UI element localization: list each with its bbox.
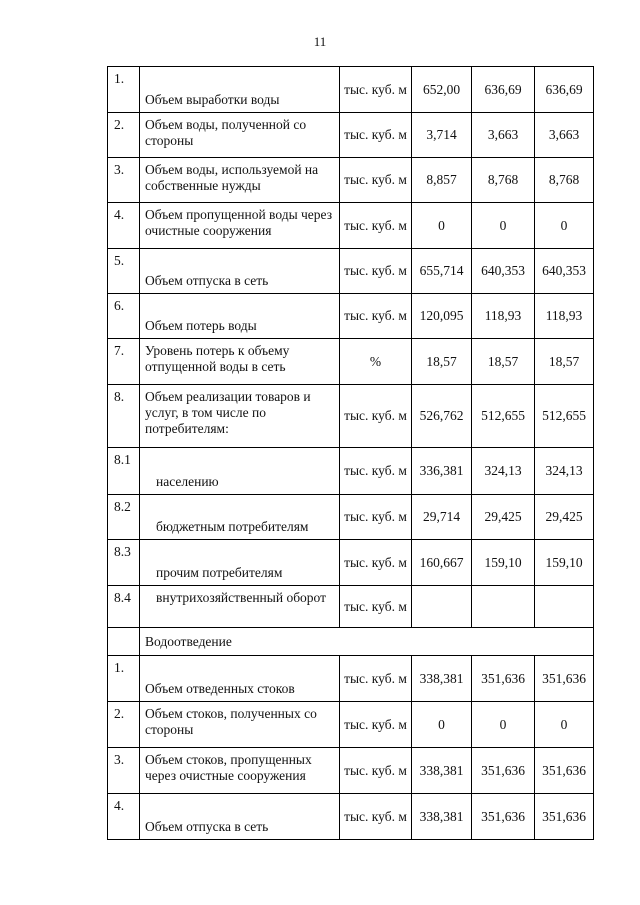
unit-cell: тыс. куб. м xyxy=(340,158,412,203)
value-cell: 351,636 xyxy=(472,656,535,702)
value-cell xyxy=(412,586,472,628)
value-cell: 0 xyxy=(535,203,594,249)
unit-cell: тыс. куб. м xyxy=(340,385,412,448)
table-row xyxy=(108,67,594,113)
row-number: 3. xyxy=(108,158,140,203)
value-cell: 338,381 xyxy=(412,748,472,794)
table-row xyxy=(108,794,594,840)
table-row xyxy=(108,748,594,794)
row-number: 2. xyxy=(108,702,140,748)
row-number: 1. xyxy=(108,656,140,702)
value-cell: 336,381 xyxy=(412,448,472,495)
row-number: 4. xyxy=(108,203,140,249)
unit-cell: тыс. куб. м xyxy=(340,702,412,748)
table-row xyxy=(108,495,594,540)
row-number: 3. xyxy=(108,748,140,794)
indicator-name: Объем отведенных стоков xyxy=(140,656,340,702)
value-cell: 118,93 xyxy=(535,294,594,339)
value-cell: 8,857 xyxy=(412,158,472,203)
table-row xyxy=(108,294,594,339)
value-cell xyxy=(472,586,535,628)
indicator-name: Объем реализации товаров и услуг, в том числе по потребителям: xyxy=(140,385,340,448)
indicator-name: Объем потерь воды xyxy=(140,294,340,339)
value-cell: 18,57 xyxy=(412,339,472,385)
unit-cell: тыс. куб. м xyxy=(340,748,412,794)
value-cell: 3,663 xyxy=(472,113,535,158)
table-row xyxy=(108,702,594,748)
table-row xyxy=(108,540,594,586)
table-row xyxy=(108,113,594,158)
value-cell: 8,768 xyxy=(535,158,594,203)
table-row xyxy=(108,203,594,249)
value-cell: 338,381 xyxy=(412,794,472,840)
row-number: 5. xyxy=(108,249,140,294)
value-cell: 640,353 xyxy=(472,249,535,294)
indicator-name: бюджетным потребителям xyxy=(140,495,340,540)
row-number: 8.1 xyxy=(108,448,140,495)
value-cell: 324,13 xyxy=(535,448,594,495)
value-cell: 324,13 xyxy=(472,448,535,495)
value-cell: 351,636 xyxy=(535,748,594,794)
value-cell: 3,663 xyxy=(535,113,594,158)
value-cell: 351,636 xyxy=(535,656,594,702)
section-empty-cell xyxy=(108,628,140,656)
row-number: 1. xyxy=(108,67,140,113)
row-number: 8. xyxy=(108,385,140,448)
table-row xyxy=(108,586,594,628)
value-cell: 18,57 xyxy=(535,339,594,385)
indicator-name: Объем отпуска в сеть xyxy=(140,794,340,840)
unit-cell: тыс. куб. м xyxy=(340,656,412,702)
value-cell: 3,714 xyxy=(412,113,472,158)
indicator-name: Объем отпуска в сеть xyxy=(140,249,340,294)
row-number: 4. xyxy=(108,794,140,840)
unit-cell: тыс. куб. м xyxy=(340,113,412,158)
value-cell: 636,69 xyxy=(535,67,594,113)
indicator-name: Объем выработки воды xyxy=(140,67,340,113)
unit-cell: тыс. куб. м xyxy=(340,586,412,628)
value-cell: 0 xyxy=(535,702,594,748)
unit-cell: тыс. куб. м xyxy=(340,249,412,294)
table-row xyxy=(108,656,594,702)
value-cell: 8,768 xyxy=(472,158,535,203)
unit-cell: % xyxy=(340,339,412,385)
value-cell: 159,10 xyxy=(535,540,594,586)
row-number: 2. xyxy=(108,113,140,158)
section-row xyxy=(108,628,594,656)
value-cell: 351,636 xyxy=(472,794,535,840)
page-number: 11 xyxy=(313,34,327,49)
value-cell: 159,10 xyxy=(472,540,535,586)
value-cell: 18,57 xyxy=(472,339,535,385)
row-number: 7. xyxy=(108,339,140,385)
indicator-name: Объем воды, полученной со стороны xyxy=(140,113,340,158)
table-row xyxy=(108,158,594,203)
indicator-name: населению xyxy=(140,448,340,495)
value-cell: 0 xyxy=(412,203,472,249)
indicator-name: Уровень потерь к объему отпущенной воды в сеть xyxy=(140,339,340,385)
indicator-name: внутрихозяйственный оборот xyxy=(140,586,340,628)
value-cell: 160,667 xyxy=(412,540,472,586)
indicator-name: Объем воды, используемой на собственные нужды xyxy=(140,158,340,203)
indicator-name: Объем пропущенной воды через очистные сооружения xyxy=(140,203,340,249)
value-cell: 640,353 xyxy=(535,249,594,294)
unit-cell: тыс. куб. м xyxy=(340,294,412,339)
indicator-name: прочим потребителям xyxy=(140,540,340,586)
value-cell: 351,636 xyxy=(535,794,594,840)
table-row xyxy=(108,448,594,495)
value-cell: 0 xyxy=(472,203,535,249)
value-cell: 338,381 xyxy=(412,656,472,702)
value-cell xyxy=(535,586,594,628)
value-cell: 655,714 xyxy=(412,249,472,294)
unit-cell: тыс. куб. м xyxy=(340,540,412,586)
value-cell: 29,714 xyxy=(412,495,472,540)
row-number: 8.3 xyxy=(108,540,140,586)
unit-cell: тыс. куб. м xyxy=(340,794,412,840)
table-row xyxy=(108,249,594,294)
value-cell: 512,655 xyxy=(535,385,594,448)
row-number: 8.4 xyxy=(108,586,140,628)
unit-cell: тыс. куб. м xyxy=(340,495,412,540)
table-row xyxy=(108,385,594,448)
row-number: 6. xyxy=(108,294,140,339)
unit-cell: тыс. куб. м xyxy=(340,448,412,495)
section-title: Водоотведение xyxy=(140,628,594,656)
value-cell: 29,425 xyxy=(535,495,594,540)
value-cell: 512,655 xyxy=(472,385,535,448)
value-cell: 0 xyxy=(472,702,535,748)
value-cell: 351,636 xyxy=(472,748,535,794)
value-cell: 120,095 xyxy=(412,294,472,339)
unit-cell: тыс. куб. м xyxy=(340,67,412,113)
value-cell: 29,425 xyxy=(472,495,535,540)
indicators-table xyxy=(107,66,594,840)
value-cell: 526,762 xyxy=(412,385,472,448)
value-cell: 0 xyxy=(412,702,472,748)
value-cell: 118,93 xyxy=(472,294,535,339)
value-cell: 636,69 xyxy=(472,67,535,113)
indicator-name: Объем стоков, пропущенных через очистные сооружения xyxy=(140,748,340,794)
row-number: 8.2 xyxy=(108,495,140,540)
table-row xyxy=(108,339,594,385)
value-cell: 652,00 xyxy=(412,67,472,113)
indicator-name: Объем стоков, полученных со стороны xyxy=(140,702,340,748)
unit-cell: тыс. куб. м xyxy=(340,203,412,249)
